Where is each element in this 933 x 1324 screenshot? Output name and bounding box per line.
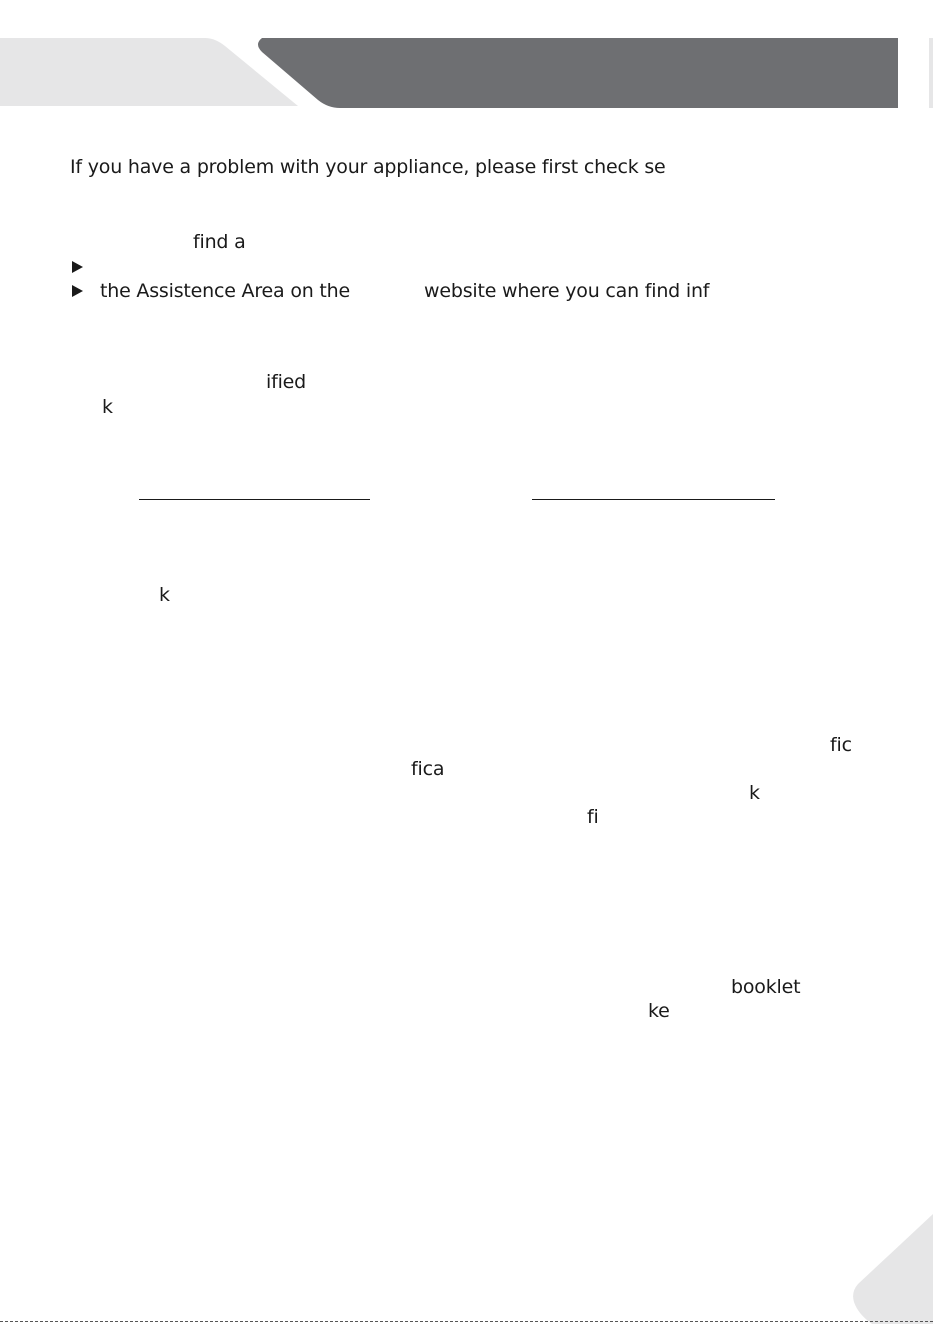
text-fragment-k: k (102, 396, 113, 418)
intro-text: If you have a problem with your appliance, please first check se (70, 156, 666, 178)
text-fragment-fi: fi (587, 806, 599, 828)
source-item-2-before: the Assistence Area on the (100, 280, 351, 302)
page-bottom-dashed-border (0, 1321, 933, 1322)
sources-lead-fragment: find a (193, 231, 246, 253)
text-fragment-fic: fic (830, 734, 852, 756)
text-fragment-k: k (749, 782, 760, 804)
text-fragment-ified: ified (266, 371, 306, 393)
source-item-2-after: website where you can find inf (424, 280, 710, 302)
text-fragment-booklet: booklet (731, 976, 801, 998)
text-fragment-k: k (159, 584, 170, 606)
text-fragment-fica: fica (411, 758, 445, 780)
text-fragment-ke: ke (648, 1000, 670, 1022)
